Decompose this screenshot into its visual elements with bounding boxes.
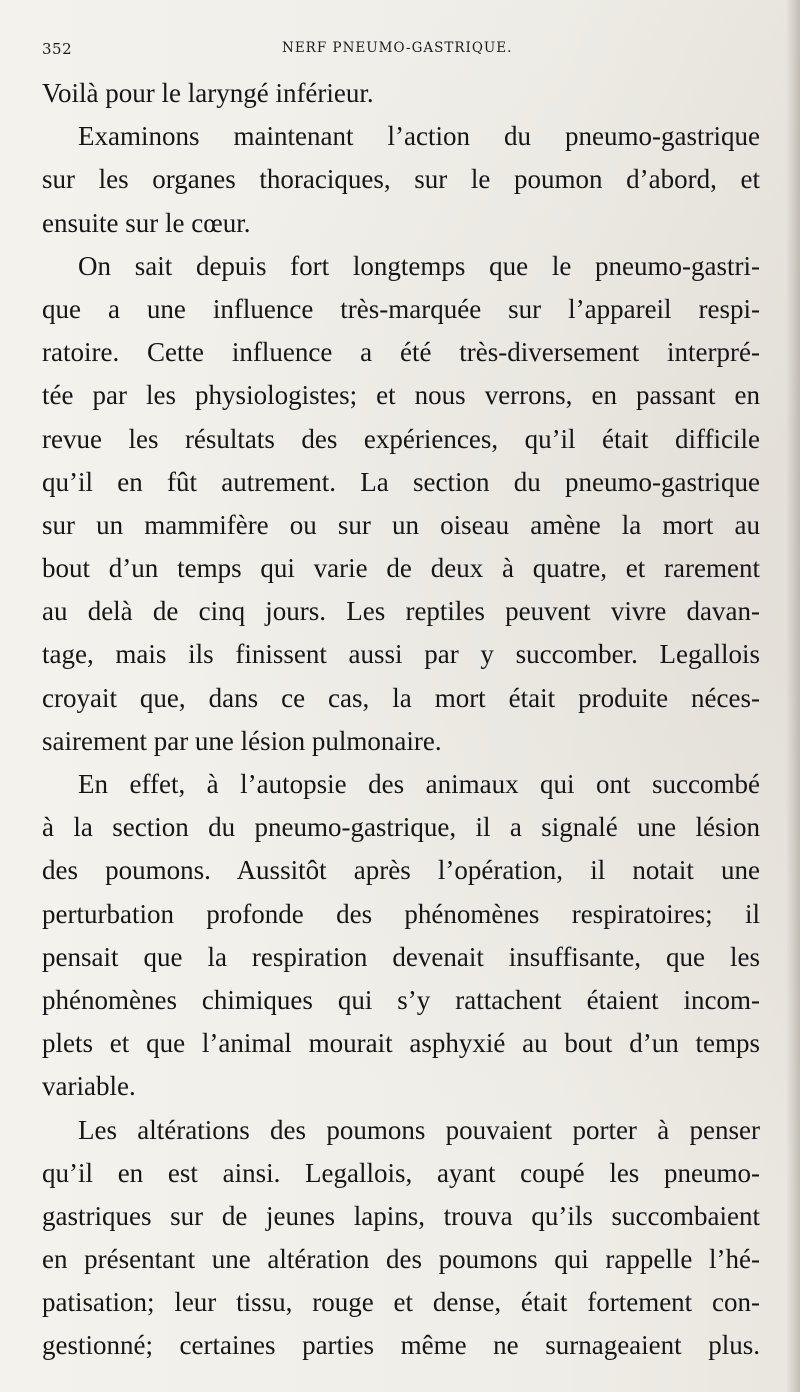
text-line: En effet, à l’autopsie des animaux qui ont succombé	[78, 769, 760, 799]
running-head: NERF PNEUMO-GASTRIQUE.	[282, 40, 513, 56]
text-line: phénomènes chimiques qui s’y rattachent étaient incom-	[42, 984, 760, 1015]
text-line: sairement par une lésion pulmonaire.	[42, 725, 442, 756]
text-line: sur les organes thoraciques, sur le poumon d’abord, et	[42, 164, 760, 195]
text-line: perturbation profonde des phénomènes respiratoires; il	[42, 898, 760, 929]
text-line: ensuite sur le cœur.	[42, 207, 251, 238]
body-text	[42, 72, 760, 1368]
text-line: à la section du pneumo-gastrique, il a signalé une lésion	[42, 812, 760, 843]
text-line: en présentant une altération des poumons qui rappelle l’hé-	[42, 1244, 760, 1275]
text-line: gestionné; certaines parties même ne surnageaient plus.	[42, 1330, 760, 1361]
text-line: ratoire. Cette influence a été très-diversement interpré-	[42, 337, 760, 368]
text-line: qu’il en fût autrement. La section du pneumo-gastrique	[42, 466, 760, 497]
text-line: qu’il en est ainsi. Legallois, ayant coupé les pneumo-	[42, 1157, 760, 1188]
text-line: patisation; leur tissu, rouge et dense, était fortement con-	[42, 1287, 760, 1318]
page-spine-shadow	[786, 0, 800, 1392]
text-line: Les altérations des poumons pouvaient porter à penser	[78, 1114, 760, 1145]
text-line: revue les résultats des expériences, qu’il était difficile	[42, 423, 760, 454]
text-line: que a une influence très-marquée sur l’appareil respi-	[42, 293, 760, 324]
text-line: croyait que, dans ce cas, la mort était produite néces-	[42, 682, 760, 713]
text-line: au delà de cinq jours. Les reptiles peuvent vivre davan-	[42, 596, 760, 627]
text-line: variable.	[42, 1071, 136, 1102]
text-line: tage, mais ils finissent aussi par y succomber. Legallois	[42, 639, 760, 670]
text-line: Examinons maintenant l’action du pneumo-gastrique	[78, 121, 760, 152]
text-line: plets et que l’animal mourait asphyxié au bout d’un temps	[42, 1028, 760, 1059]
text-line: pensait que la respiration devenait insuffisante, que les	[42, 941, 760, 972]
text-line: tée par les physiologistes; et nous verrons, en passant en	[42, 380, 760, 411]
text-line: bout d’un temps qui varie de deux à quatre, et rarement	[42, 553, 760, 584]
page-header	[42, 40, 762, 66]
text-line: On sait depuis fort longtemps que le pneumo-gastri-	[78, 250, 760, 281]
text-line: des poumons. Aussitôt après l’opération, il notait une	[42, 855, 760, 886]
text-line: sur un mammifère ou sur un oiseau amène la mort au	[42, 509, 760, 540]
text-line: gastriques sur de jeunes lapins, trouva qu’ils succombaient	[42, 1200, 760, 1231]
page-number: 352	[42, 40, 73, 58]
text-line: Voilà pour le laryngé inférieur.	[42, 78, 374, 108]
